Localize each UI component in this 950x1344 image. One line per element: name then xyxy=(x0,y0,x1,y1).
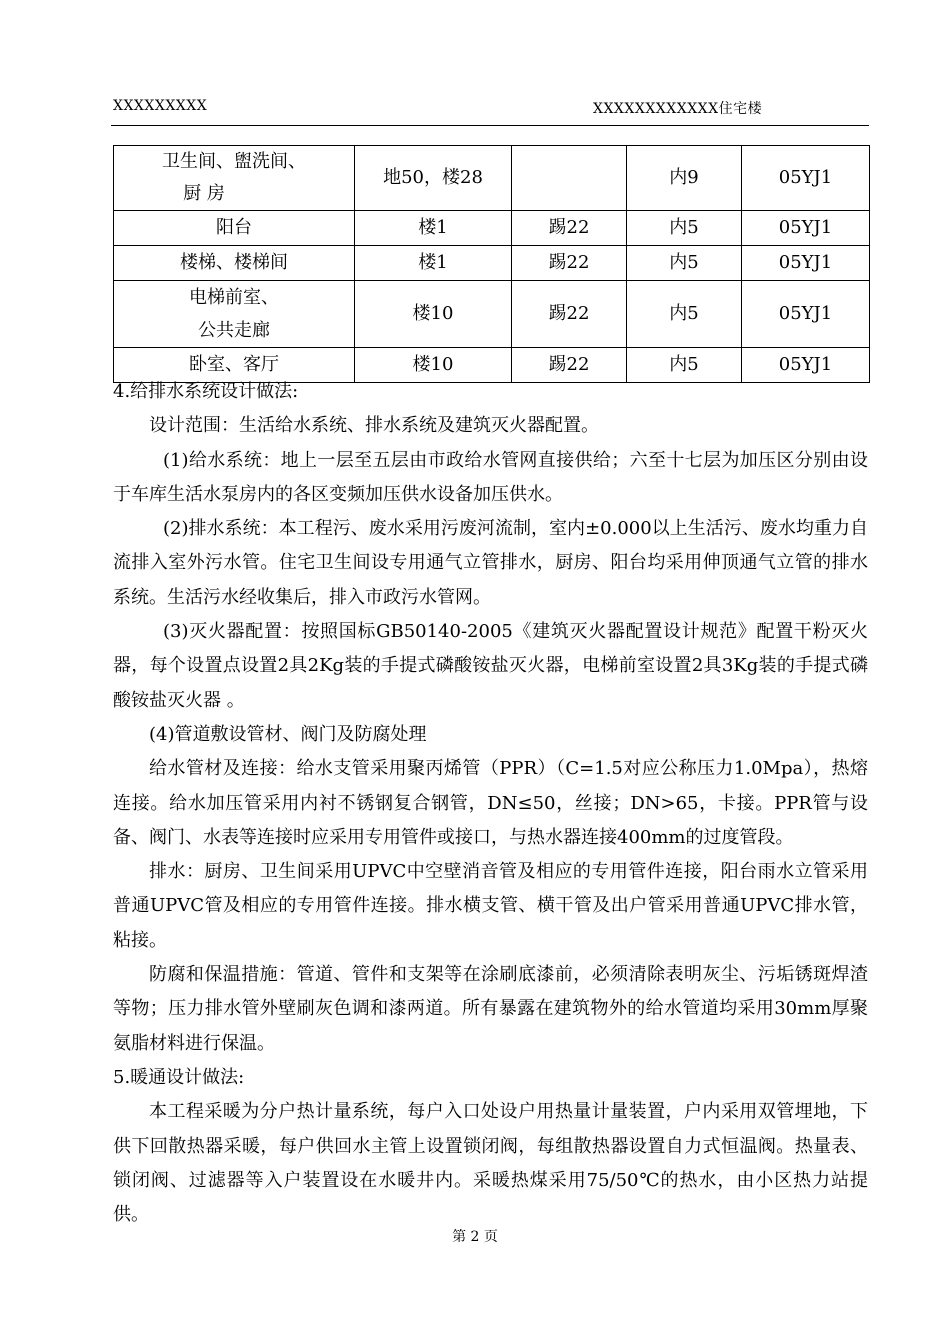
table-row xyxy=(114,211,870,246)
paragraph: 设计范围：生活给水系统、排水系统及建筑灭火器配置。 xyxy=(149,415,599,437)
section-heading: 4.给排水系统设计做法: xyxy=(113,381,299,402)
table-cell-code: 05YJ1 xyxy=(742,211,870,246)
room-line: 厨 房 xyxy=(183,183,225,204)
table-cell-floor: 地50，楼28 xyxy=(355,146,512,211)
table-cell-room: 楼梯、楼梯间 xyxy=(114,246,355,281)
paragraph: (1)给水系统：地上一层至五层由市政给水管网直接供给；六至十七层为加压区分别由设于车库生活水泵房内的各区变频加压供水设备加压供水。 xyxy=(113,449,868,505)
page-number: 第 2 页 xyxy=(452,1229,498,1245)
table-cell-floor: 楼1 xyxy=(355,211,512,246)
table-cell-room xyxy=(114,146,355,211)
room-line: 电梯前室、 xyxy=(189,287,279,308)
paragraph: 给水管材及连接：给水支管采用聚丙烯管（PPR）（C=1.5对应公称压力1.0Mpa），热熔连接。给水加压管采用内衬不锈钢复合钢管，DN≤50，丝接；DN>65，卡接。PPR管与设备、阀门、水表等连接时应采用专用管件或接口，与热水器连接400mm的过度管段。 xyxy=(113,758,868,848)
table-row xyxy=(114,246,870,281)
room-line: 卫生间、盥洗间、 xyxy=(162,151,306,172)
table-cell-code: 05YJ1 xyxy=(742,348,870,383)
table-cell-code: 05YJ1 xyxy=(742,146,870,211)
table-cell-room: 阳台 xyxy=(114,211,355,246)
table-cell-wall: 内5 xyxy=(627,246,742,281)
header-divider xyxy=(111,125,869,126)
finish-table xyxy=(113,145,870,383)
table-row xyxy=(114,146,870,211)
table-cell-floor: 楼10 xyxy=(355,348,512,383)
table-cell-wall: 内5 xyxy=(627,211,742,246)
paragraph: 防腐和保温措施：管道、管件和支架等在涂刷底漆前，必须清除表明灰尘、污垢锈斑焊渣等物；压力排水管外壁刷灰色调和漆两道。所有暴露在建筑物外的给水管道均采用30mm厚聚氨脂材料进行保温。 xyxy=(113,964,868,1054)
table-cell-code: 05YJ1 xyxy=(742,281,870,348)
table-cell-room xyxy=(114,281,355,348)
table-cell-baseboard xyxy=(512,146,627,211)
paragraph: 排水：厨房、卫生间采用UPVC中空壁消音管及相应的专用管件连接，阳台雨水立管采用普通UPVC管及相应的专用管件连接。排水横支管、横干管及出户管采用普通UPVC排水管，粘接。 xyxy=(113,861,868,951)
room-line: 公共走廊 xyxy=(198,320,270,341)
table-cell-baseboard: 踢22 xyxy=(512,281,627,348)
table-cell-wall: 内5 xyxy=(627,281,742,348)
table-cell-room: 卧室、客厅 xyxy=(114,348,355,383)
header-left: XXXXXXXXX xyxy=(113,98,208,114)
table-cell-baseboard: 踢22 xyxy=(512,348,627,383)
table-row xyxy=(114,281,870,348)
header-right: XXXXXXXXXXXX住宅楼 xyxy=(593,101,763,117)
paragraph: (3)灭火器配置：按照国标GB50140-2005《建筑灭火器配置设计规范》配置干粉灭火器，每个设置点设置2具2Kg装的手提式磷酸铵盐灭火器，电梯前室设置2具3Kg装的手提式磷酸铵盐灭火器 。 xyxy=(113,621,868,711)
paragraph: (2)排水系统：本工程污、废水采用污废河流制，室内±0.000以上生活污、废水均重力自流排入室外污水管。住宅卫生间设专用通气立管排水，厨房、阳台均采用伸顶通气立管的排水系统。生活污水经收集后，排入市政污水管网。 xyxy=(113,518,868,608)
table-cell-floor: 楼1 xyxy=(355,246,512,281)
document-body xyxy=(113,375,868,1232)
paragraph: (4)管道敷设管材、阀门及防腐处理 xyxy=(149,723,427,745)
table-cell-wall: 内5 xyxy=(627,348,742,383)
table-cell-code: 05YJ1 xyxy=(742,246,870,281)
table-cell-floor: 楼10 xyxy=(355,281,512,348)
table-cell-wall: 内9 xyxy=(627,146,742,211)
paragraph: 本工程采暖为分户热计量系统，每户入口处设户用热量计量装置，户内采用双管埋地，下供下回散热器采暖，每户供回水主管上设置锁闭阀，每组散热器设置自力式恒温阀。热量表、锁闭阀、过滤器等入户装置设在水暖井内。采暖热煤采用75/50℃的热水，由小区热力站提供。 xyxy=(113,1101,868,1226)
section-heading: 5.暖通设计做法: xyxy=(113,1066,245,1088)
table-cell-baseboard: 踢22 xyxy=(512,246,627,281)
table-cell-baseboard: 踢22 xyxy=(512,211,627,246)
